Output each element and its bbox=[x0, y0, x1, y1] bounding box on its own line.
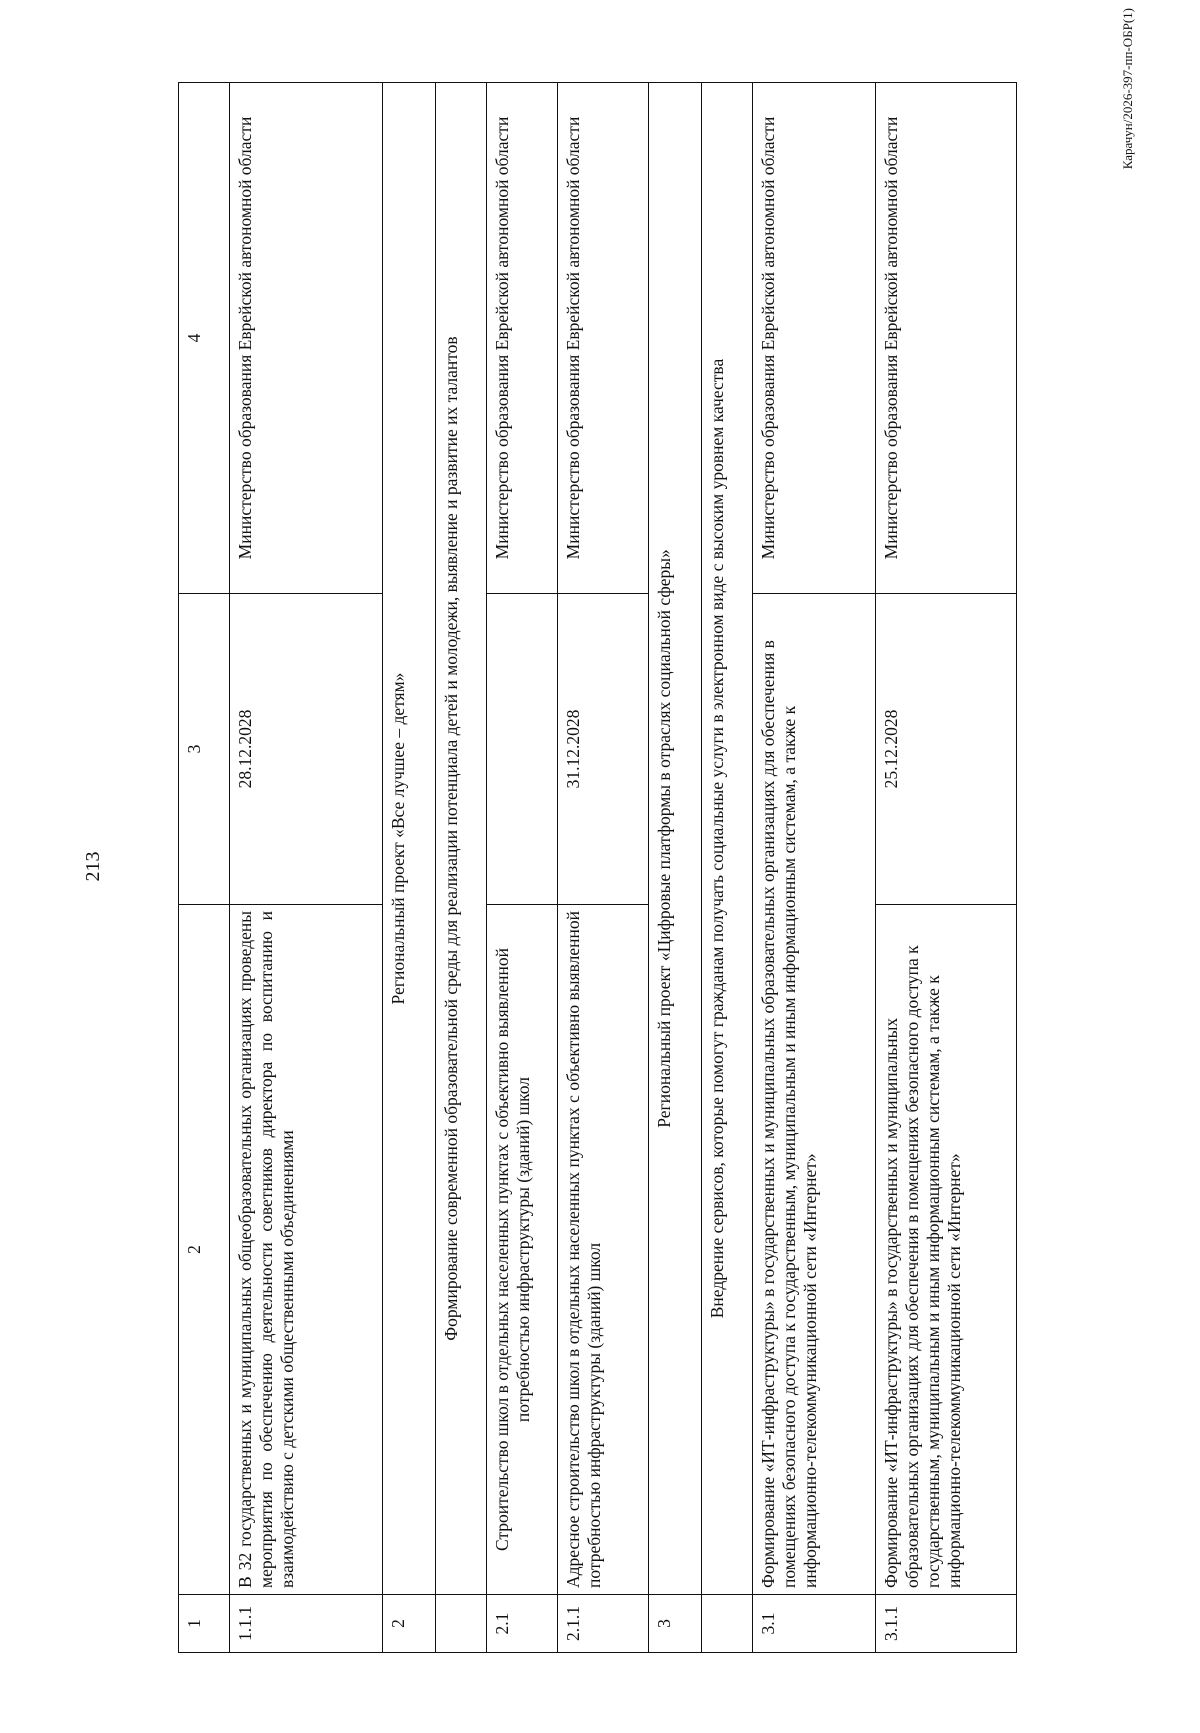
table-header-row bbox=[179, 83, 230, 1653]
row-responsible: Министерство образования Еврейской автономной области bbox=[753, 83, 876, 594]
row-responsible: Министерство образования Еврейской автономной области bbox=[876, 83, 1017, 594]
footer-code: Карачун/2026-397-пп-ОБР(1) bbox=[1120, 8, 1135, 170]
row-number: 2.1 bbox=[487, 1595, 558, 1653]
row-number: 2.1.1 bbox=[558, 1595, 649, 1653]
page-number: 213 bbox=[82, 851, 104, 882]
row-date: 31.12.2028 bbox=[558, 594, 649, 905]
row-date bbox=[487, 594, 558, 905]
header-col-1: 1 bbox=[179, 1595, 230, 1653]
section-title: Региональный проект «Все лучшее – детям» bbox=[383, 83, 436, 1595]
row-date: 28.12.2028 bbox=[230, 594, 383, 905]
row-responsible: Министерство образования Еврейской автономной области bbox=[487, 83, 558, 594]
header-col-3: 3 bbox=[179, 594, 230, 905]
row-number: 1.1.1 bbox=[230, 1595, 383, 1653]
row-date: 25.12.2028 bbox=[876, 594, 1017, 905]
table-row bbox=[436, 83, 487, 1653]
table-row bbox=[487, 83, 558, 1653]
row-name: Строительство школ в отдельных населенных пунктах с объективно выявленной потребностью инфраструктуры (зданий) школ bbox=[487, 905, 558, 1595]
row-name: Формирование «ИТ-инфраструктуры» в государственных и муниципальных образовательных организациях для обеспечения в помещениях безопасного доступа к государственным, муниципальным и иным информационным системам, а также к информационно-телекоммуникационной сети «Интернет» bbox=[753, 594, 876, 1595]
section-title: Региональный проект «Цифровые платформы в отраслях социальной сферы» bbox=[649, 83, 702, 1595]
table-row bbox=[649, 83, 702, 1653]
table-row bbox=[876, 83, 1017, 1653]
row-number: 3.1.1 bbox=[876, 1595, 1017, 1653]
row-name: Формирование «ИТ-инфраструктуры» в государственных и муниципальных образовательных организациях для обеспечения в помещениях безопасного доступа к государственным, муниципальным и иным информационным системам, а также к информационно-телекоммуникационной сети «Интернет» bbox=[876, 905, 1017, 1595]
table-row bbox=[753, 83, 876, 1653]
row-number: 3 bbox=[649, 1595, 702, 1653]
row-number-empty bbox=[702, 1595, 753, 1653]
row-number-empty bbox=[436, 1595, 487, 1653]
section-subtitle: Внедрение сервисов, которые помогут гражданам получать социальные услуги в электронном виде с высоким уровнем качества bbox=[702, 83, 753, 1595]
section-subtitle: Формирование современной образовательной среды для реализации потенциала детей и молодежи, выявление и развитие их талантов bbox=[436, 83, 487, 1595]
document-table bbox=[178, 82, 1017, 1653]
header-col-4: 4 bbox=[179, 83, 230, 594]
table-row bbox=[230, 83, 383, 1653]
row-number: 3.1 bbox=[753, 1595, 876, 1653]
row-number: 2 bbox=[383, 1595, 436, 1653]
row-responsible: Министерство образования Еврейской автономной области bbox=[230, 83, 383, 594]
row-name: Адресное строительство школ в отдельных населенных пунктах с объективно выявленной потребностью инфраструктуры (зданий) школ bbox=[558, 905, 649, 1595]
header-col-2: 2 bbox=[179, 905, 230, 1595]
row-responsible: Министерство образования Еврейской автономной области bbox=[558, 83, 649, 594]
table-row bbox=[383, 83, 436, 1653]
table-row bbox=[558, 83, 649, 1653]
table-row bbox=[702, 83, 753, 1653]
row-name: В 32 государственных и муниципальных общеобразовательных организациях проведены мероприятия по обеспечению деятельности советников директора по воспитанию и взаимодействию с детскими общественными объединениями bbox=[230, 905, 383, 1595]
